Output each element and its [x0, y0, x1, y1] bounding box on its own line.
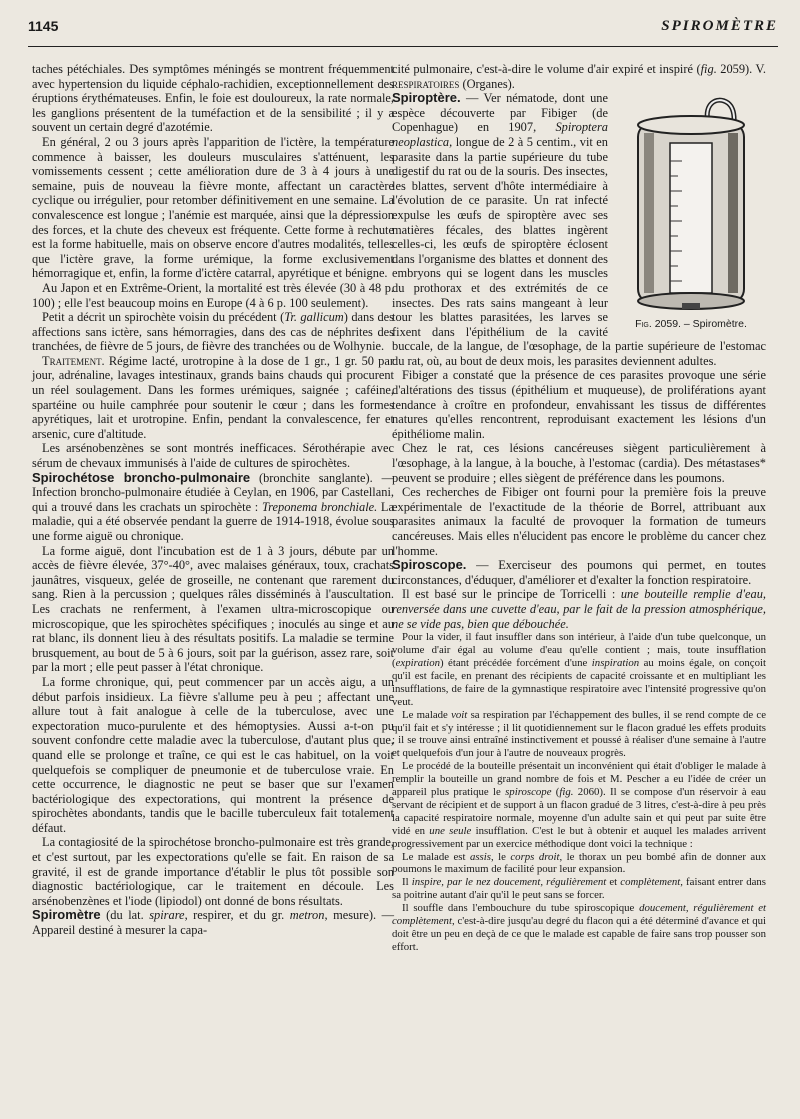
- text: , le thorax un peu bombé afin de donner aux poumons le maximum de facilité pour leur expansion.: [392, 850, 767, 876]
- header-rule: [28, 46, 778, 47]
- italic-text: une seule: [429, 824, 472, 837]
- italic-text: Treponema bronchiale.: [261, 499, 378, 514]
- entry-paragraph: [32, 471, 394, 544]
- text: insufflation. C'est le but à obtenir et auquel les malades arrivent progressivement par un exercice méthodique dont voici la technique :: [392, 824, 766, 850]
- text: , mesure). — Appareil destiné à mesurer la capa-: [32, 908, 394, 938]
- paragraph: Fibiger a constaté que la présence de ces parasites provoque une série d'altérations des tissus (épithélium et muqueuse), de proliférations ayant tendance à croître en profondeur, envahissant les tissus de différentes natures qu'elles rencontrent, reproduisant exactement les lésions d'un épithéliome malin.: [392, 368, 766, 441]
- entry-title: Spirochétose broncho-pulmonaire: [32, 469, 251, 485]
- running-head: SPIROMÈTRE: [661, 18, 778, 34]
- right-column: [392, 62, 766, 954]
- italic-text: inspire, par le nez doucement, régulièrement: [411, 876, 607, 889]
- figure-label: Fig. 2059.: [635, 317, 681, 330]
- paragraph: Au Japon et en Extrême-Orient, la mortalité est très élevée (30 à 48 p. 100) ; elle l'est beaucoup moins en Europe (4 à 6 p. 100 seulement).: [32, 280, 394, 310]
- text: Le malade: [402, 708, 452, 721]
- text: — Exerciseur des poumons qui permet, en toutes circonstances, d'éduquer, d'améliorer et d'exalter la fonction respiratoire.: [392, 558, 766, 587]
- italic-text: fig.: [700, 62, 717, 76]
- text: , le: [490, 850, 511, 863]
- paragraph: [392, 851, 766, 877]
- page-number: 1145: [28, 18, 59, 34]
- text: Petit a décrit un spirochète voisin du précédent (: [42, 310, 285, 325]
- text: (: [551, 786, 560, 799]
- figure-caption-text: – Spiromètre.: [680, 317, 747, 330]
- italic-text: metron: [289, 908, 325, 923]
- paragraph: [32, 354, 394, 442]
- entry-paragraph: [32, 908, 394, 937]
- text: et: [606, 876, 621, 889]
- text: , respirer, et du gr.: [184, 908, 290, 923]
- small-caps-text: respiratoires: [392, 76, 460, 91]
- text: Régime lacté, urotropine à la dose de 1 gr., 1 gr. 50 par jour, adrénaline, lavages intestinaux, grands bains chauds qui procurent un réel soulagement. Dans les formes urémiques, saignée ; caféine, spartéine ou huile camphrée pour soutenir le cœur ; dans les formes apyrétiques, lait et urotropine. Enfin, pendant la convalescence, fer et arsenic, cure d'altitude.: [32, 353, 394, 441]
- italic-text: Tr. gallicum: [284, 310, 344, 325]
- entry-title: Spiroscope.: [392, 557, 467, 573]
- text: Pour la vider, il faut insuffler dans son intérieur, à l'aide d'un tube quelconque, un volume d'air égal au volume d'eau qu'elle contient ; mais, toute insufflation (: [392, 631, 766, 669]
- text: Le procédé de la bouteille présentait un inconvénient qui était d'obliger le malade à remplir la bouteille un grand nombre de fois et M. Pescher a eu l'idée de créer un appareil plus pratique le: [392, 760, 766, 799]
- small-caps-text: Traitement.: [42, 353, 105, 368]
- text: Il est basé sur le principe de Torricelli :: [402, 587, 621, 602]
- text: La maladie, qui a été observée pendant la guerre de 1914-1918, évolue sous une forme aiguë ou chronique.: [32, 499, 394, 543]
- text: cité pulmonaire, c'est-à-dire le volume d'air expiré et inspiré (: [392, 62, 701, 76]
- entry-paragraph: [392, 558, 766, 587]
- italic-text: spiroscope: [505, 786, 552, 799]
- paragraph: [32, 310, 394, 354]
- paragraph: La contagiosité de la spirochétose broncho-pulmonaire est très grande, et c'est surtout, par les expectorations qu'elle se fait. En raison de sa gravité, il est de grande importance d'établir le plus tôt possible son diagnostic bactériologique, car le traitement en découle. Les arsénobenzènes et l'iode (lipiodol) ont donné de bons résultats.: [32, 835, 394, 908]
- italic-text: complètement: [620, 876, 681, 889]
- text: ) dans des affections sans ictère, sans hémorragies, dans des cas de néphrites des tranchées, de fièvre de 5 jours, de fièvre des tranchées ou de Wolhynie.: [32, 310, 394, 354]
- entry-title: Spiromètre: [32, 907, 101, 923]
- small-print-section: [392, 631, 766, 954]
- text: Il: [402, 876, 412, 889]
- text: — Ver nématode, dont une espèce découverte par Fibiger (de Copenhague) en 1907,: [392, 91, 608, 135]
- paragraph: Les arsénobenzènes se sont montrés inefficaces. Sérothérapie avec sérum de chevaux immunisés à l'aide de cultures de spirochètes.: [32, 441, 394, 471]
- paragraph: [392, 631, 766, 708]
- text: au moins égale, on conçoit qu'il est facile, en prenant des récipients de capacité croissante et en multipliant les insufflations, de faire de la gymnastique respiratoire avec l'intensité progressive qu'on veut.: [392, 656, 767, 708]
- text: Le malade est: [402, 850, 470, 863]
- paragraph: Chez le rat, ces lésions cancéreuses siègent particulièrement à l'œsophage, à la langue, à la bouche, à l'estomac (cardia). Des métastases* peuvent se produire ; elles siègent de préférence dans les poumons.: [392, 441, 766, 485]
- paragraph: [392, 902, 766, 954]
- text: Il souffle dans l'embouchure du tube spiroscopique: [402, 902, 640, 915]
- spirometer-figure: [616, 91, 766, 331]
- text: (bronchite sanglante). — Infection broncho-pulmonaire étudiée à Ceylan, en 1906, par Castellani, qui a trouvé dans les crachats un spirochète :: [32, 470, 394, 514]
- italic-text: spirare: [149, 908, 185, 923]
- paragraph: [392, 876, 766, 902]
- italic-text: corps droit: [510, 850, 560, 863]
- paragraph: [392, 760, 766, 850]
- spirometer-illustration: [616, 91, 766, 313]
- paragraph: En général, 2 ou 3 jours après l'apparition de l'ictère, la température commence à baisser, les douleurs musculaires s'atténuent, les vomissements cessent ; cette amélioration dure de 3 à 4 jours à une semaine, puis de nouveau la fièvre monte, affectant un caractère cyclique ou irrégulier, pour retomber définitivement en une semaine. La convalescence est longue ; l'anémie est marquée, ainsi que la dépression des forces, et la chute des cheveux est fréquente. Cette forme à rechute est la forme habituelle, mais on observe encore d'autres modalités, telles que l'ictère grave, la forme urémique, la forme exclusivement hémorragique et, enfin, la forme d'ictère catarral, apyrétique et bénigne.: [32, 134, 394, 281]
- figure-caption: [616, 317, 766, 332]
- paragraph: La forme aiguë, dont l'incubation est de 1 à 3 jours, débute par un accès de fièvre élevée, 37°-40°, avec malaises généraux, toux, crachats jaunâtres, visqueux, gelée de groseille, ne contenant que rarement du sang. Rien à la percussion ; quelques râles disséminés à l'auscultation. Les crachats ne renferment, à l'examen ultra-microscopique ou microscopique, que les spirochètes spécifiques ; inoculés au singe et au rat blanc, ils donnent lieu à des résultats positifs. La maladie se termine brusquement, au bout de 5 à 6 jours, soit par la guérison, assez rare, soit par la mort ; elle peut passer à l'état chronique.: [32, 543, 394, 675]
- italic-text: assis: [469, 850, 491, 863]
- entry-title: Spiroptère.: [392, 90, 461, 106]
- paragraph: [392, 587, 766, 631]
- paragraph: taches pétéchiales. Des symptômes méningés se montrent fréquemment avec hypertension du liquide céphalo-rachidien, exceptionnellement des éruptions érythémateuses. Enfin, le foie est douloureux, la rate normale, les ganglions présentent de la tuméfaction et de la sensibilité ; il y a souvent un certain degré d'azotémie.: [32, 62, 394, 135]
- italic-text: fig.: [559, 786, 574, 799]
- paragraph: La forme chronique, qui, peut commencer par un accès aigu, a un début parfois insidieux. La fièvre s'allume peu à peu ; affectant une allure tout à fait analogue à celle de la tuberculose, avec une expectoration muco-purulente et des hémoptysies. Aussi a-t-on pu souvent confondre cette maladie avec la tuberculose, d'autant plus que, quand elle se prolonge et traîne, ce qui est le cas habituel, on la voit quelquefois se compliquer de pneumonie et de tuberculose vraie. En cette occurrence, le diagnostic ne peut se baser que sur l'examen bactériologique des expectorations, qui montrent la présence de spirochètes abondants, tandis que le bacille tuberculeux fait totalement défaut.: [32, 674, 394, 835]
- italic-text: une bouteille remplie d'eau, renversée dans une cuvette d'eau, par le fait de la pression atmosphérique, ne se vide pas, bien que débouchée.: [392, 587, 766, 631]
- italic-text: expiration: [395, 656, 440, 669]
- text: sa respiration par l'échappement des bulles, il se rend compte de ce qu'il fait et s'y intéresse ; il lit quotidiennement sur le flacon gradué les effets produits ; il se trouve ainsi entraîné instinctivement et poussé à réaliser d'une semaine à l'autre et quelquefois d'un jour à l'autre de nouveaux progrès.: [392, 708, 766, 760]
- text: 2059). V.: [716, 62, 766, 76]
- paragraph: [392, 709, 766, 761]
- page-header: [28, 18, 778, 40]
- left-column: [32, 62, 394, 938]
- italic-text: Spiroptera neoplastica,: [392, 120, 608, 149]
- text: (Organes).: [459, 76, 515, 91]
- text: longue de 2 à 5 centim., vit en parasite dans la partie supérieure du tube digestif du rat ou de la souris. Des insectes, les blattes, servent d'hôte intermédiaire à l'évolution de ce parasite. Un rat infecté expulse les œufs de spiroptère avec ses matières fécales, des blattes ingèrent celles-ci, les œufs de spiroptère éclosent dans l'organisme des blattes et donnent des embryons qui se logent dans les muscles du prothorax et des extrémités de ce insectes. Des rats sains mangeant à leur tour les blattes parasitées, les larves se fixent dans l'épithélium de la cavité buccale, de la langue, de l'œsophage, de la partie supérieure de l'estomac du rat, où, au bout de deux mois, les parasites deviennent adultes.: [392, 134, 766, 368]
- text: , faisant entrer dans sa poitrine autant d'air qu'il le peut sans se forcer.: [392, 876, 766, 902]
- italic-text: voit: [451, 708, 468, 721]
- text: ) étant précédée forcément d'une: [440, 656, 592, 669]
- italic-text: inspiration: [591, 656, 640, 669]
- paragraph: Ces recherches de Fibiger ont fourni pour la première fois la preuve expérimentale de l'exactitude de la théorie de Borrel, attribuant aux parasites animaux la faculté de provoquer la formation de tumeurs cancéreuses. Mais elles n'élucident pas encore le problème du cancer chez l'homme.: [392, 485, 766, 558]
- text: (du lat.: [100, 908, 150, 923]
- text: 2060). Il se compose d'un réservoir à eau servant de récipient et de support à un flacon gradué de 3 litres, c'est-à-dire à peu près la capacité respiratoire normale, moyenne d'un adulte sain et qui peut par suite être vidé en: [392, 786, 766, 837]
- paragraph: [392, 62, 766, 91]
- text: , c'est-à-dire jusqu'au degré du flacon qui a été déterminé d'avance et qui doit être un peu en deçà de ce que le malade est capable de faire sans trop pousser son effort.: [392, 915, 766, 953]
- italic-text: doucement, régulièrement et complètement: [392, 902, 766, 928]
